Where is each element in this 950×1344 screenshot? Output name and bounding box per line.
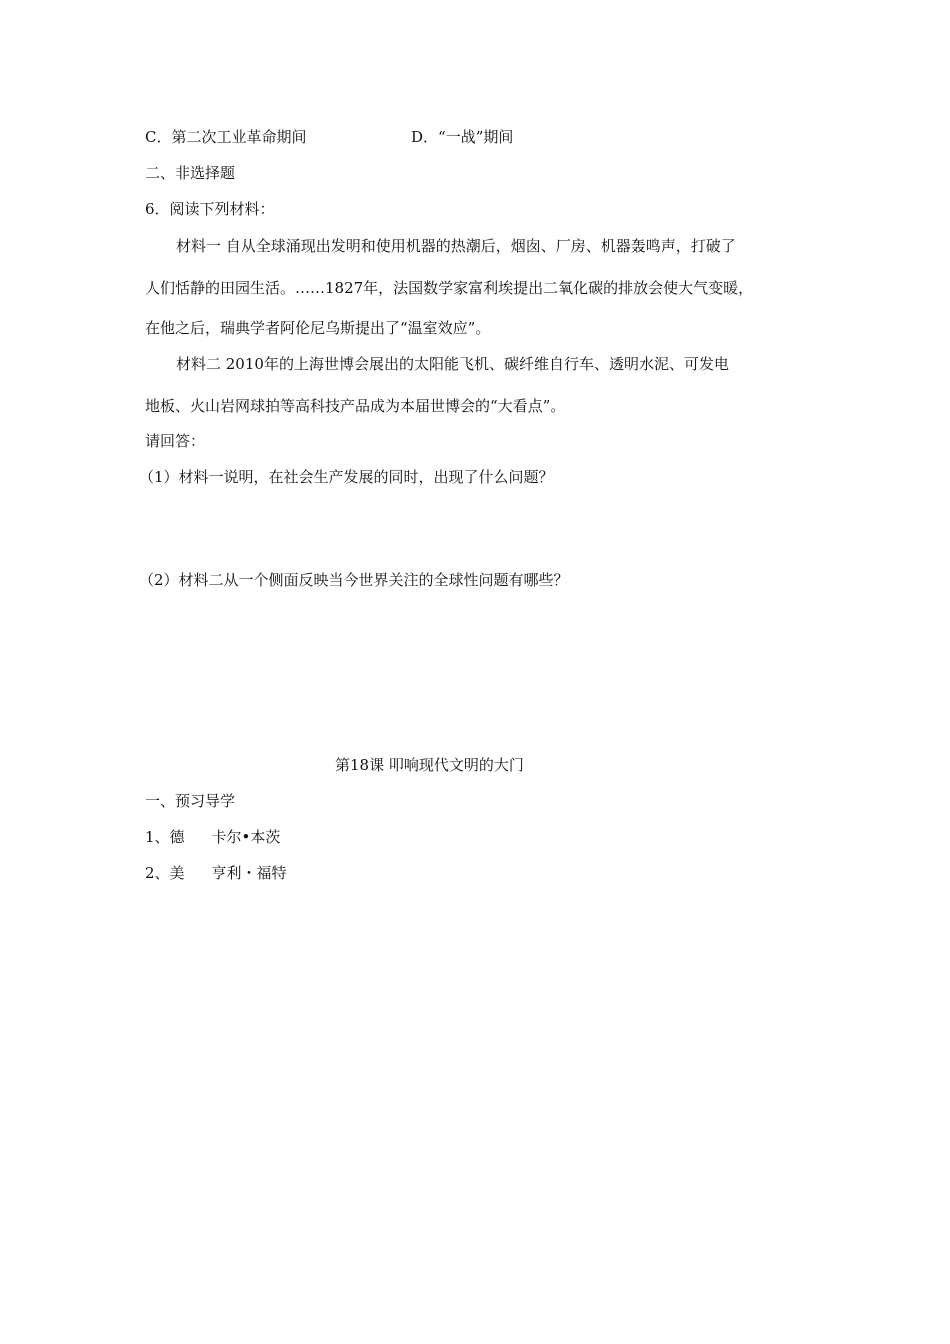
material-1-line: 人们恬静的田园生活。……1827年，法国数学家富利埃提出二氧化碳的排放会使大气变暖， (145, 279, 754, 297)
material-1-line: 在他之后，瑞典学者阿伦尼乌斯提出了“温室效应”。 (145, 319, 491, 337)
question-6-intro: 6．阅读下列材料： (145, 200, 275, 218)
preview-item-2-name: 亨利・福特 (211, 864, 287, 882)
material-2-line: 材料二 2010年的上海世博会展出的太阳能飞机、碳纤维自行车、透明水泥、可发电 (176, 355, 729, 373)
preview-item-1-number: 1、德 (145, 828, 185, 846)
option-d: D．“一战”期间 (411, 128, 514, 146)
material-2-line: 地板、火山岩网球拍等高科技产品成为本届世博会的“大看点”。 (145, 397, 566, 415)
section-heading-non-choice: 二、非选择题 (145, 164, 236, 182)
preview-item-1-name: 卡尔•本茨 (211, 828, 281, 846)
lesson-title: 第18课 叩响现代文明的大门 (335, 756, 524, 774)
answer-prompt: 请回答： (145, 432, 206, 450)
section-heading-preview: 一、预习导学 (145, 792, 236, 810)
sub-question-1: （1）材料一说明，在社会生产发展的同时，出现了什么问题？ (139, 468, 554, 486)
material-1-line: 材料一 自从全球涌现出发明和使用机器的热潮后，烟囱、厂房、机器轰鸣声，打破了 (176, 237, 736, 255)
preview-item-2-number: 2、美 (145, 864, 185, 882)
preview-item-2 (145, 863, 287, 883)
preview-item-1 (145, 827, 280, 847)
sub-question-2: （2）材料二从一个侧面反映当今世界关注的全球性问题有哪些？ (139, 571, 569, 589)
option-c: C．第二次工业革命期间 (145, 128, 307, 146)
